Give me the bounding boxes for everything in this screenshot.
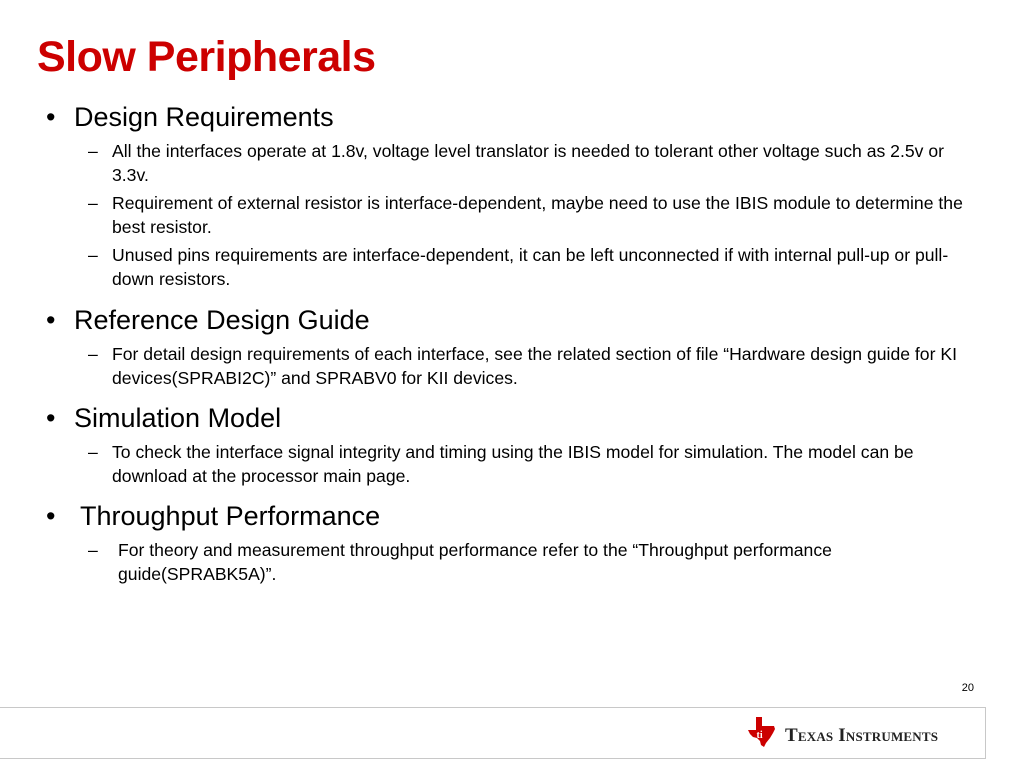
bullet-heading: Design Requirements [74,102,334,132]
page-number: 20 [961,682,974,694]
texas-state-icon [747,716,777,748]
logo-text: Texas Instruments [785,725,939,746]
sub-item-text: To check the interface signal integrity and timing using the IBIS model for simulation. The model can be download at the processor main page. [112,442,914,486]
slide-title: Slow Peripherals [37,33,376,81]
dash-icon: – [88,245,98,265]
bullet-icon: • [46,305,56,335]
sub-item-text: Requirement of external resistor is interface-dependent, maybe need to use the IBIS module to determine the best resistor. [112,193,963,237]
bullet-icon: • [46,102,56,132]
bullet-icon: • [46,403,56,433]
svg-text:ti: ti [756,730,763,741]
bullet-heading: Simulation Model [74,403,282,433]
dash-icon: – [88,442,98,462]
dash-icon: – [88,344,98,364]
dash-icon: – [88,193,98,213]
sub-item-text: For detail design requirements of each interface, see the related section of file “Hardware design guide for KI devices(SPRABI2C)” and SPRABV0 for KII devices. [112,344,957,388]
bullet-heading: Reference Design Guide [74,305,370,335]
bullet-heading: Throughput Performance [80,501,381,531]
bullet-icon: • [46,501,56,531]
dash-icon: – [88,540,98,560]
sub-item-text: For theory and measurement throughput performance refer to the “Throughput performance guide(SPRABK5A)”. [118,540,832,584]
sub-item-text: Unused pins requirements are interface-dependent, it can be left unconnected if with internal pull-up or pull-down resistors. [112,245,949,289]
sub-item-text: All the interfaces operate at 1.8v, voltage level translator is needed to tolerant other voltage such as 2.5v or 3.3v. [112,141,944,185]
dash-icon: – [88,141,98,161]
